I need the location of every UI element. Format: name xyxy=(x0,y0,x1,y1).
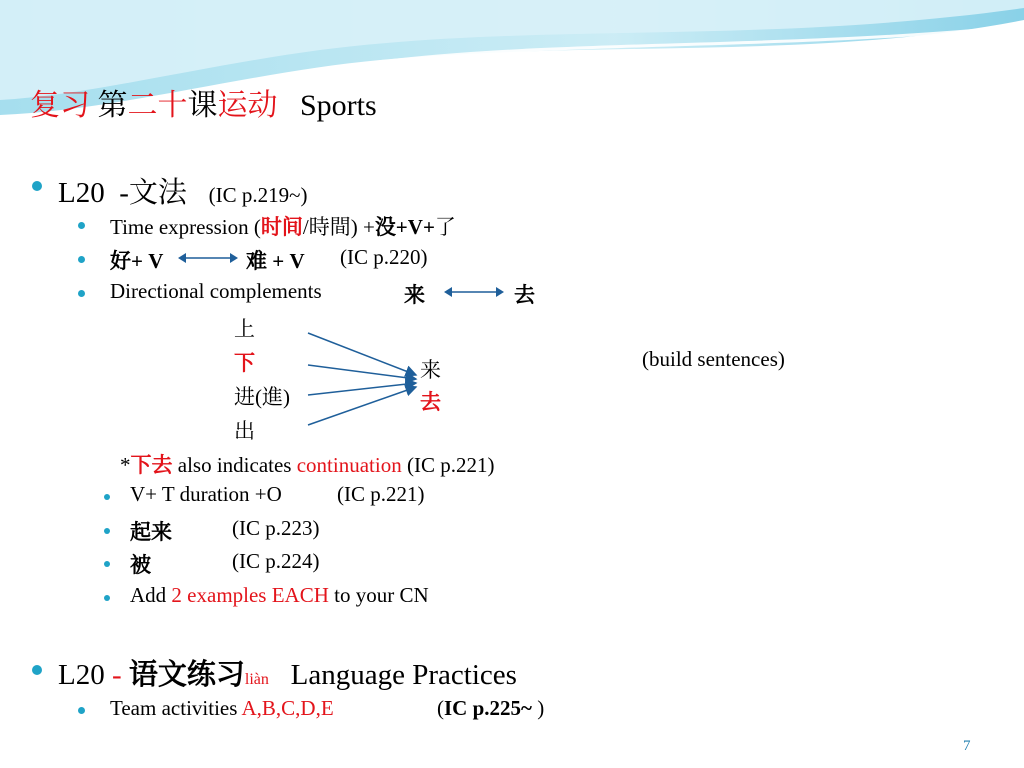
title-part-1: 复习 xyxy=(30,89,90,122)
note-red-2: continuation xyxy=(296,453,402,477)
item1-red: 时间 xyxy=(260,215,303,239)
section2-cn: 语文练习 xyxy=(128,659,245,691)
dir-left-3: 进(進) xyxy=(234,385,290,409)
slide-title xyxy=(30,80,377,124)
item2-bullet xyxy=(78,256,85,263)
sub1-text: V+ T duration +O xyxy=(130,482,282,506)
sub3-text: 被 xyxy=(130,553,151,577)
section2-heading xyxy=(58,652,517,693)
team-activities-pre: Team activities xyxy=(110,696,238,720)
ref-bold: IC p.225~ xyxy=(444,696,532,720)
team-activities-text xyxy=(110,696,334,721)
item3-text: Directional complements xyxy=(110,279,322,303)
continuation-note xyxy=(120,449,494,479)
sub2-text: 起来 xyxy=(130,520,172,544)
item3-b: 去 xyxy=(514,283,535,307)
section1-ref: (IC p.219~) xyxy=(208,183,308,207)
title-part-5: 运动 xyxy=(217,89,278,122)
item1-tail: 了 xyxy=(434,215,456,239)
s2-item1-bullet xyxy=(78,707,85,714)
section1-label: L20 xyxy=(58,177,105,209)
item1-post: /時間) + xyxy=(302,215,375,239)
note-ref: (IC p.221) xyxy=(406,453,495,477)
sub4-post: to your CN xyxy=(334,583,429,607)
double-arrow-icon xyxy=(178,251,238,265)
team-activities-ref xyxy=(437,696,544,721)
build-sentences-note: (build sentences) xyxy=(642,347,785,371)
sub4-red: 2 examples EACH xyxy=(171,583,329,607)
ref-open: ( xyxy=(437,696,444,720)
sub4-text xyxy=(130,583,429,608)
item1-text: Time expression ( xyxy=(110,215,261,239)
note-red-1: 下去 xyxy=(130,453,173,477)
title-part-4: 课 xyxy=(187,89,218,122)
sub4-pre: Add xyxy=(130,583,167,607)
section1-heading xyxy=(58,170,308,211)
section1-dash: -文法 xyxy=(119,177,187,209)
note-star: * xyxy=(120,453,131,477)
sub1-bullet xyxy=(104,494,110,500)
item1-bold: 没+V+ xyxy=(374,215,435,239)
section2-label: L20 xyxy=(58,659,105,691)
title-part-6: Sports xyxy=(300,89,377,122)
item3-bullet xyxy=(78,290,85,297)
sub2-bullet xyxy=(104,528,110,534)
double-arrow-icon xyxy=(444,285,504,299)
item2-ref: (IC p.220) xyxy=(340,245,428,269)
item-time-expression xyxy=(110,211,456,241)
title-part-3: 二十 xyxy=(127,89,188,122)
item2-b: 难 + V xyxy=(246,249,305,273)
sub1-ref: (IC p.221) xyxy=(337,482,425,506)
directional-arrows xyxy=(300,325,430,435)
page-number: 7 xyxy=(963,738,971,754)
item3-a: 来 xyxy=(404,283,425,307)
sub3-ref: (IC p.224) xyxy=(232,549,320,573)
sub4-bullet xyxy=(104,595,110,601)
team-activities-red: A,B,C,D,E xyxy=(241,696,334,720)
dir-left-1: 上 xyxy=(234,317,255,341)
title-part-2: 第 xyxy=(97,89,128,122)
dir-left-4: 出 xyxy=(234,419,255,443)
section2-pinyin: liàn xyxy=(244,671,269,688)
section2-dash: - xyxy=(111,659,122,691)
sub2-ref: (IC p.223) xyxy=(232,516,320,540)
section1-bullet xyxy=(32,181,42,191)
section2-bullet xyxy=(32,665,42,675)
dir-right-1: 来 xyxy=(420,358,441,382)
dir-right-2: 去 xyxy=(420,390,441,414)
section2-en: Language Practices xyxy=(290,659,517,691)
dir-left-2: 下 xyxy=(234,351,255,375)
note-mid: also indicates xyxy=(177,453,292,477)
item1-bullet xyxy=(78,222,85,229)
ref-close: ) xyxy=(531,696,545,720)
item2-a: 好+ V xyxy=(110,249,164,273)
sub3-bullet xyxy=(104,561,110,567)
